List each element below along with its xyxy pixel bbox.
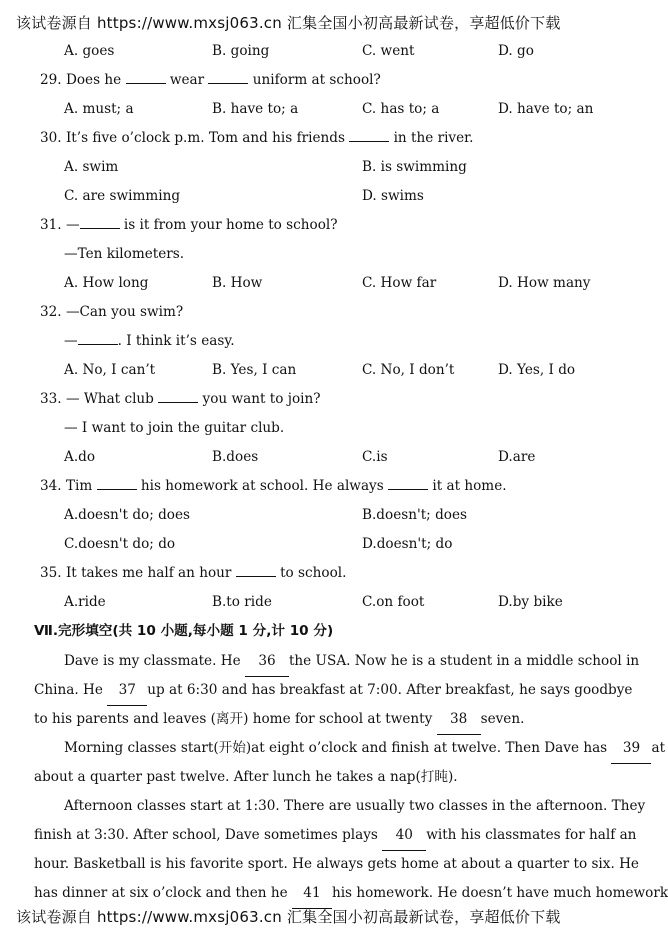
answer-blank [388, 475, 428, 490]
passage-line: Afternoon classes start at 1:30. There are usually two classes in the afternoon. They [64, 798, 646, 814]
q29-stem: 29. Does he wear uniform at school? [0, 69, 640, 91]
q33-stem: 33. — What club you want to join? [0, 388, 640, 410]
q31-stem: 31. — is it from your home to school? [0, 214, 640, 236]
answer-blank [80, 214, 120, 229]
q30-options-row2 [0, 185, 640, 207]
q28-option-d: D. go [498, 43, 534, 59]
q32-stem: 32. —Can you swim? [40, 304, 184, 320]
q34-options-row1 [0, 504, 640, 526]
q34-option-a: A.doesn't do; does [64, 507, 191, 523]
q33-answer: — I want to join the guitar club. [64, 420, 285, 436]
watermark-bottom: 该试卷源自 https://www.mxsj063.cn 汇集全国小初高最新试卷，享超低价下载 [16, 908, 561, 926]
q34-option-c: C.doesn't do; do [64, 536, 176, 552]
passage-line: has dinner at six o’clock and then he 41 his homework. He doesn’t have much homework [34, 879, 626, 908]
q28-options [0, 40, 640, 62]
q34-option-d: D.doesn't; do [362, 536, 453, 552]
q28-option-a: A. goes [64, 43, 115, 59]
answer-blank [158, 388, 198, 403]
blank-39: 39 [611, 734, 651, 764]
q32-option-d: D. Yes, I do [498, 362, 576, 378]
q30-option-d: D. swims [362, 188, 424, 204]
answer-blank [126, 69, 166, 84]
q32-option-b: B. Yes, I can [212, 362, 297, 378]
q29-option-a: A. must; a [64, 101, 134, 117]
q31-option-a: A. How long [64, 275, 149, 291]
q29-options [0, 98, 640, 120]
q35-option-b: B.to ride [212, 594, 272, 610]
passage-line: about a quarter past twelve. After lunch he takes a nap(打盹). [34, 769, 458, 785]
answer-blank [97, 475, 137, 490]
q35-option-d: D.by bike [498, 594, 563, 610]
q33-option-b: B.does [212, 449, 259, 465]
passage-line: Dave is my classmate. He 36 the USA. Now he is a student in a middle school in [34, 647, 626, 676]
q28-option-b: B. going [212, 43, 270, 59]
blank-40: 40 [382, 821, 426, 851]
q33-options [0, 446, 640, 468]
passage-line: finish at 3:30. After school, Dave sometimes plays 40 with his classmates for half an [34, 821, 626, 850]
q33-option-d: D.are [498, 449, 536, 465]
answer-blank [78, 330, 118, 345]
q34-stem: 34. Tim his homework at school. He always it at home. [0, 475, 640, 497]
answer-blank [236, 562, 276, 577]
q33-option-a: A.do [64, 449, 96, 465]
q30-stem: 30. It’s five o’clock p.m. Tom and his friends in the river. [0, 127, 640, 149]
q35-options [0, 591, 640, 613]
passage-line: Morning classes start(开始)at eight o’clock and finish at twelve. Then Dave has 39 at [34, 734, 626, 763]
q30-options-row1 [0, 156, 640, 178]
section-heading: Ⅶ.完形填空(共 10 小题,每小题 1 分,计 10 分) [34, 623, 334, 639]
q29-option-b: B. have to; a [212, 101, 299, 117]
cloze-passage [34, 647, 668, 908]
q31-option-c: C. How far [362, 275, 437, 291]
q32-option-a: A. No, I can’t [64, 362, 156, 378]
q29-option-d: D. have to; an [498, 101, 594, 117]
q32-answer: — . I think it’s easy. [0, 330, 640, 352]
blank-41: 41 [292, 879, 332, 909]
q33-option-c: C.is [362, 449, 388, 465]
q31-option-d: D. How many [498, 275, 591, 291]
passage-line: China. He 37 up at 6:30 and has breakfast at 7:00. After breakfast, he says goodbye [34, 676, 626, 705]
q32-options [0, 359, 640, 381]
blank-38: 38 [437, 705, 481, 735]
q34-option-b: B.doesn't; does [362, 507, 467, 523]
q34-options-row2 [0, 533, 640, 555]
q31-answer: —Ten kilometers. [64, 246, 185, 262]
q30-option-a: A. swim [64, 159, 119, 175]
blank-36: 36 [245, 647, 289, 677]
passage-line: to his parents and leaves (离开) home for school at twenty 38 seven. [34, 705, 626, 734]
q35-option-c: C.on foot [362, 594, 425, 610]
q35-stem: 35. It takes me half an hour to school. [0, 562, 640, 584]
q28-option-c: C. went [362, 43, 415, 59]
q32-option-c: C. No, I don’t [362, 362, 455, 378]
answer-blank [208, 69, 248, 84]
blank-37: 37 [107, 676, 147, 706]
q35-option-a: A.ride [64, 594, 106, 610]
q30-option-b: B. is swimming [362, 159, 467, 175]
q30-option-c: C. are swimming [64, 188, 181, 204]
q31-option-b: B. How [212, 275, 263, 291]
watermark-top: 该试卷源自 https://www.mxsj063.cn 汇集全国小初高最新试卷，享超低价下载 [16, 14, 561, 32]
passage-line: hour. Basketball is his favorite sport. He always gets home at about a quarter to six. He [34, 856, 639, 872]
answer-blank [349, 127, 389, 142]
q31-options [0, 272, 640, 294]
q29-option-c: C. has to; a [362, 101, 440, 117]
